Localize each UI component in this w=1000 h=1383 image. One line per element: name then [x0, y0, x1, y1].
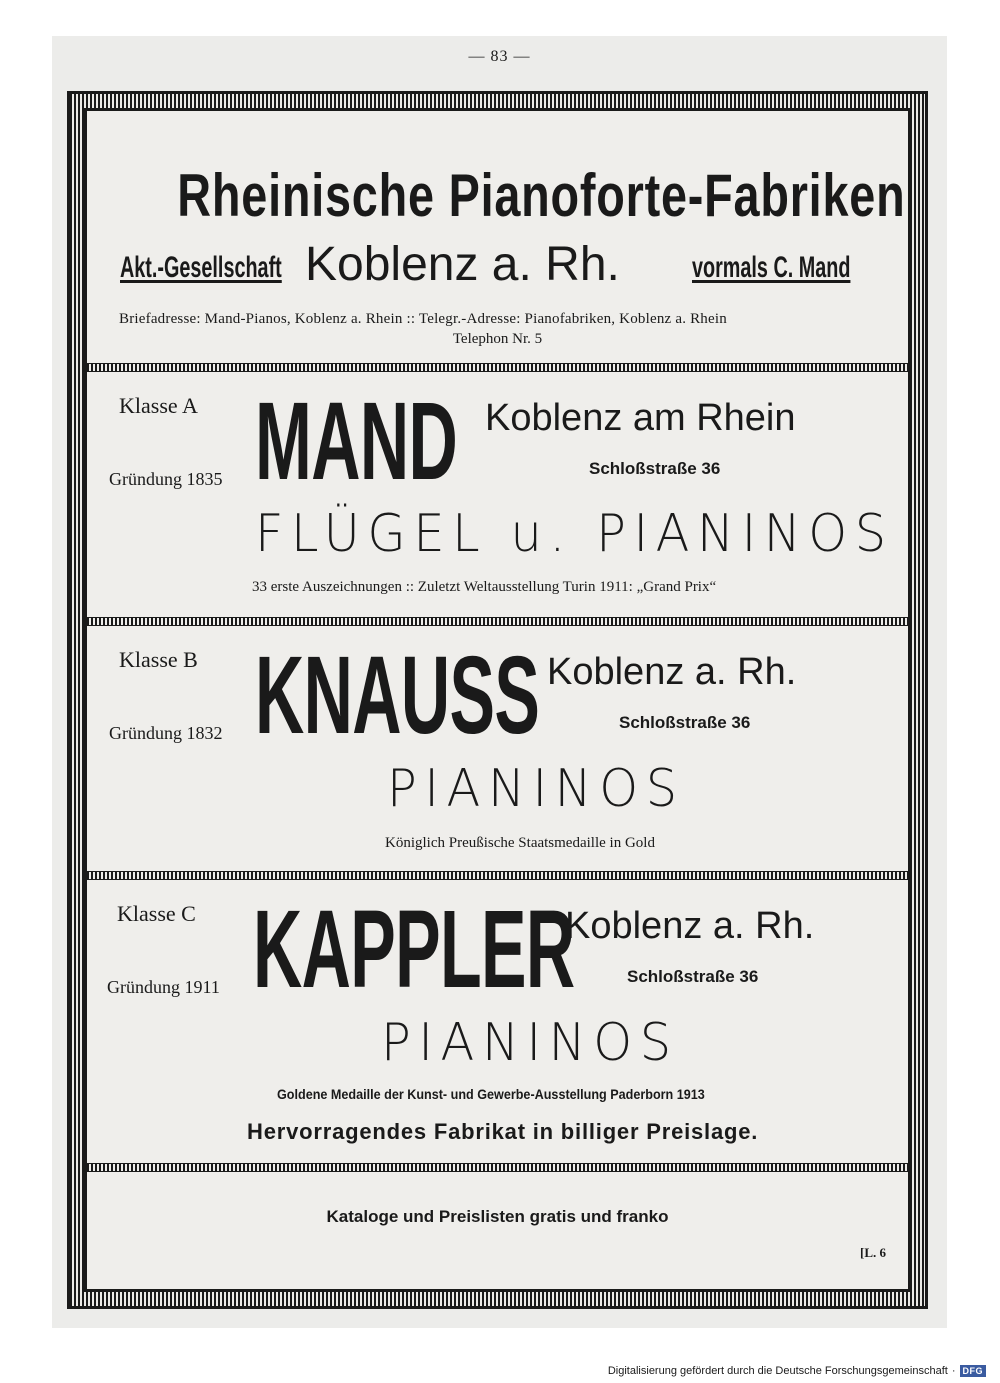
advertisement-body: [84, 108, 911, 1292]
akt-gesellschaft-label: Akt.-Gesellschaft: [120, 251, 282, 284]
separator-dot: ·: [951, 1365, 956, 1377]
brand-city: Koblenz a. Rh.: [547, 651, 797, 693]
product-line: FLÜGEL u. PIANINOS: [255, 504, 894, 564]
digitization-credit: [608, 1365, 986, 1377]
address-line: Briefadresse: Mand-Pianos, Koblenz a. Rhein :: Telegr.-Adresse: Pianofabriken, Koblenz a. Rhein: [119, 311, 727, 327]
reference-code: [L. 6: [860, 1245, 886, 1260]
scanned-page: [52, 36, 947, 1328]
founding-year: Gründung 1832: [109, 723, 223, 743]
advertisement-frame: [67, 91, 928, 1309]
brand-city: Koblenz a. Rh.: [565, 905, 815, 947]
separator: [87, 871, 908, 880]
klasse-label: Klasse B: [119, 647, 198, 672]
vormals-label: vormals C. Mand: [692, 251, 851, 284]
page-number: — 83 —: [468, 48, 531, 65]
brand-kappler: KAPPLER: [253, 888, 575, 1011]
brand-street: Schloßstraße 36: [627, 967, 759, 986]
separator: [87, 1163, 908, 1172]
product-line: PIANINOS: [387, 759, 685, 819]
founding-year: Gründung 1911: [107, 977, 220, 997]
klasse-label: Klasse C: [117, 901, 196, 926]
catalog-note: Kataloge und Preislisten gratis und franko: [326, 1207, 669, 1226]
brand-mand: MAND: [255, 380, 458, 503]
awards-note: 33 erste Auszeichnungen :: Zuletzt Weltausstellung Turin 1911: „Grand Prix“: [252, 579, 717, 595]
separator: [87, 617, 908, 626]
credit-text: Digitalisierung gefördert durch die Deutsche Forschungsgemeinschaft: [607, 1365, 948, 1377]
brand-street: Schloßstraße 36: [619, 713, 751, 732]
company-title: Rheinische Pianoforte-Fabriken: [177, 162, 906, 229]
brand-city: Koblenz am Rhein: [485, 397, 796, 439]
header-city: Koblenz a. Rh.: [305, 238, 620, 291]
brand-street: Schloßstraße 36: [589, 459, 721, 478]
awards-note: Goldene Medaille der Kunst- und Gewerbe-Ausstellung Paderborn 1913: [277, 1086, 705, 1102]
product-line: PIANINOS: [381, 1013, 679, 1073]
telephone-line: Telephon Nr. 5: [452, 331, 543, 347]
dfg-logo-icon: DFG: [960, 1365, 987, 1377]
awards-note: Königlich Preußische Staatsmedaille in Gold: [385, 835, 655, 851]
klasse-label: Klasse A: [119, 393, 198, 418]
founding-year: Gründung 1835: [109, 469, 223, 489]
separator: [87, 363, 908, 372]
brand-knauss: KNAUSS: [255, 634, 540, 757]
slogan: Hervorragendes Fabrikat in billiger Preislage.: [247, 1119, 759, 1144]
